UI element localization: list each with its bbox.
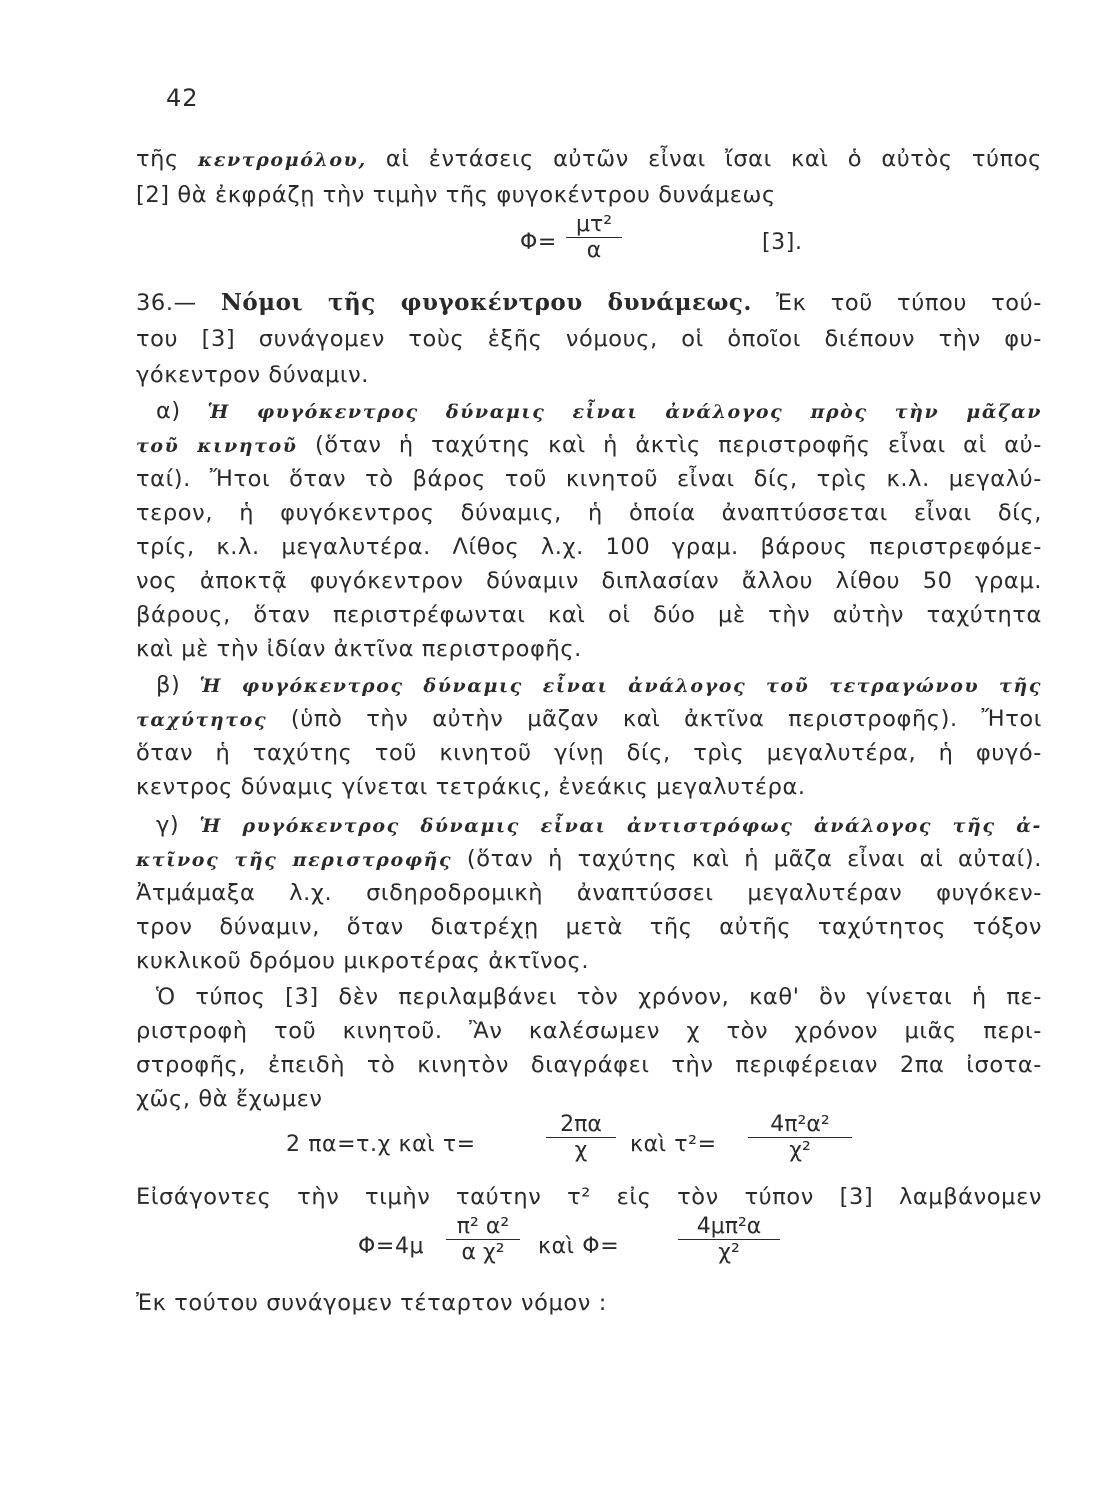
equation-reference: [3]. — [762, 230, 803, 255]
text-line: Εἰσάγοντες τὴν τιμὴν ταύτην τ² εἰς τὸν τύπον [3] λαμβάνομεν — [136, 1184, 1042, 1210]
equation-part: καὶ τ²= — [630, 1132, 717, 1157]
text-line: ριστροφὴ τοῦ κινητοῦ. Ἂν καλέσωμεν χ τὸν χρόνον μιᾶς περι- — [136, 1018, 1042, 1044]
text-line: του [3] συνάγομεν τοὺς ἑξῆς νόμους, οἱ ὁποῖοι διέπουν τὴν φυ- — [136, 326, 1042, 352]
fraction-numerator: π² α² — [456, 1214, 510, 1239]
emphasis: τοῦ κινητοῦ — [136, 435, 298, 457]
section-heading-line: 36.— Νόμοι τῆς φυγοκέντρου δυνάμεως. Ἐκ τοῦ τύπου τού- — [136, 289, 1042, 316]
fraction-denominator: α χ² — [461, 1240, 505, 1265]
emphasis: Ἡ φυγόκεντρος δύναμις εἶναι ἀνάλογος τοῦ τετραγώνου τῆς — [199, 675, 1043, 697]
fraction-numerator: 4μπ²α — [696, 1214, 762, 1239]
text-line: Ἀτμάμαξα λ.χ. σιδηροδρομικὴ ἀναπτύσσει μεγαλυτέραν φυγόκεν- — [136, 880, 1042, 906]
text-line: ταχύτητος (ὑπὸ τὴν αὐτὴν μᾶζαν καὶ ἀκτῖνα περιστροφῆς). Ἤτοι — [136, 706, 1042, 732]
fraction-denominator: χ² — [718, 1240, 740, 1265]
text-line: κυκλικοῦ δρόμου μικροτέρας ἀκτῖνος. — [136, 948, 590, 974]
fraction-denominator: χ² — [789, 1138, 811, 1163]
emphasis: Ἡ ρυγόκεντρος δύναμις εἶναι ἀντιστρόφως ἀνάλογος τῆς ἀ- — [199, 815, 1042, 837]
text-line: τρον δύναμιν, ὅταν διατρέχῃ μετὰ τῆς αὐτῆς ταχύτητος τόξον — [136, 914, 1042, 940]
equation-part: Φ=4μ — [358, 1234, 425, 1259]
text-line: Ἐκ τούτου συνάγομεν τέταρτον νόμον : — [136, 1290, 607, 1316]
fraction — [748, 1112, 852, 1163]
fraction — [678, 1214, 780, 1265]
text-line: γόκεντρον δύναμιν. — [136, 362, 370, 388]
text-line: κτῖνος τῆς περιστροφῆς (ὅταν ἡ ταχύτης καὶ ἡ μᾶζα εἶναι αἱ αὐταί). — [136, 846, 1043, 872]
text-line: στροφῆς, ἐπειδὴ τὸ κινητὸν διαγράφει τὴν περιφέρειαν 2πα ἰσοτα- — [136, 1052, 1042, 1078]
fraction-numerator: μτ² — [575, 212, 613, 237]
text-line: ταί). Ἤτοι ὅταν τὸ βάρος τοῦ κινητοῦ εἶναι δίς, τρὶς κ.λ. μεγαλύ- — [136, 466, 1042, 492]
text-line: ὅταν ἡ ταχύτης τοῦ κινητοῦ γίνῃ δίς, τρὶς μεγαλυτέρα, ἡ φυγό- — [136, 740, 1042, 766]
text-line: κεντρος δύναμις γίνεται τετράκις, ἐνεάκις μεγαλυτέρα. — [136, 774, 806, 800]
text-line: τερον, ἡ φυγόκεντρος δύναμις, ἡ ὁποία ἀναπτύσσεται εἶναι δίς, — [136, 500, 1042, 526]
text-line: νος ἀποκτᾷ φυγόκεντρον δύναμιν διπλασίαν ἄλλου λίθου 50 γραμ. — [136, 568, 1042, 594]
page-number: 42 — [166, 84, 199, 112]
fraction-denominator: χ — [574, 1138, 588, 1163]
fraction-numerator: 2πα — [560, 1112, 602, 1137]
text-line: [2] θὰ ἐκφράζῃ τὴν τιμὴν τῆς φυγοκέντρου δυνάμεως — [136, 182, 776, 208]
emphasis: κτῖνος τῆς περιστροφῆς — [136, 849, 453, 871]
fraction-denominator: α — [586, 238, 602, 263]
text-line: Ὁ τύπος [3] δὲν περιλαμβάνει τὸν χρόνον, καθ' ὃν γίνεται ἡ πε- — [156, 984, 1042, 1010]
emphasis: κεντρομόλου, — [198, 149, 367, 171]
section-heading: Νόμοι τῆς φυγοκέντρου δυνάμεως. — [220, 289, 752, 316]
text-line: χῶς, θὰ ἔχωμεν — [136, 1086, 323, 1112]
text-line: γ) Ἡ ρυγόκεντρος δύναμις εἶναι ἀντιστρόφως ἀνάλογος τῆς ἀ- — [156, 812, 1042, 838]
fraction — [446, 1214, 520, 1265]
text-line: καὶ μὲ τὴν ἰδίαν ἀκτῖνα περιστροφῆς. — [136, 636, 582, 662]
fraction — [566, 212, 622, 263]
text-line: τοῦ κινητοῦ (ὅταν ἡ ταχύτης καὶ ἡ ἀκτὶς περιστροφῆς εἶναι αἱ αὐ- — [136, 432, 1042, 458]
text-line: τρίς, κ.λ. μεγαλυτέρα. Λίθος λ.χ. 100 γραμ. βάρους περιστρεφόμε- — [136, 534, 1042, 560]
emphasis: Ἡ φυγόκεντρος δύναμις εἶναι ἀνάλογος πρὸς τὴν μᾶζαν — [207, 401, 1042, 423]
text-line: β) Ἡ φυγόκεντρος δύναμις εἶναι ἀνάλογος τοῦ τετραγώνου τῆς — [156, 672, 1043, 698]
emphasis: ταχύτητος — [136, 709, 268, 731]
fraction — [546, 1112, 616, 1163]
equation-part: καὶ Φ= — [538, 1234, 620, 1259]
text-line: τῆς κεντρομόλου, αἱ ἐντάσεις αὐτῶν εἶναι ἴσαι καὶ ὁ αὐτὸς τύπος — [136, 146, 1042, 172]
text-line: βάρους, ὅταν περιστρέφωνται καὶ οἱ δύο μὲ τὴν αὐτὴν ταχύτητα — [136, 602, 1042, 628]
fraction-numerator: 4π²α² — [770, 1112, 830, 1137]
equation-lhs: Φ= — [520, 230, 557, 255]
equation-part: 2 πα=τ.χ καὶ τ= — [286, 1132, 476, 1157]
text-line: α) Ἡ φυγόκεντρος δύναμις εἶναι ἀνάλογος πρὸς τὴν μᾶζαν — [156, 398, 1042, 424]
